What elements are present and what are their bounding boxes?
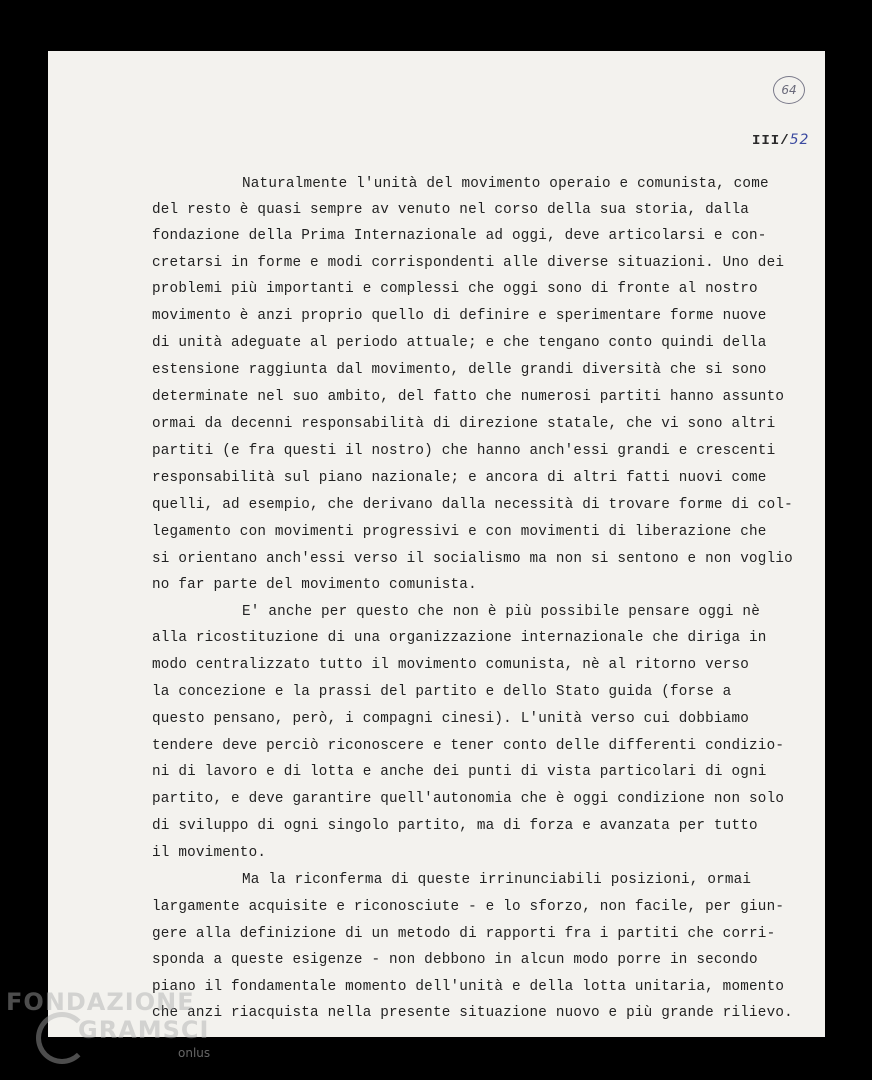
text-line: movimento è anzi proprio quello di definire e sperimentare forme nuove: [152, 308, 767, 324]
text-line: Ma la riconferma di queste irrinunciabili posizioni, ormai: [242, 872, 752, 888]
text-line: sponda a queste esigenze - non debbono in alcun modo porre in secondo: [152, 952, 758, 968]
text-line: piano il fondamentale momento dell'unità e della lotta unitaria, momento: [152, 979, 785, 995]
text-line: responsabilità sul piano nazionale; e ancora di altri fatti nuovi come: [152, 470, 767, 486]
text-line: partito, e deve garantire quell'autonomia che è oggi condizione non solo: [152, 791, 785, 807]
text-line: estensione raggiunta dal movimento, delle grandi diversità che si sono: [152, 362, 767, 378]
page-reference-typed: III/: [752, 133, 790, 149]
page-reference: [752, 132, 809, 149]
text-line: Naturalmente l'unità del movimento operaio e comunista, come: [242, 176, 769, 192]
text-line: ormai da decenni responsabilità di direzione statale, che vi sono altri: [152, 416, 776, 432]
text-line: di sviluppo di ogni singolo partito, ma di forza e avanzata per tutto: [152, 818, 758, 834]
watermark-logo-line2: GRAMSCI: [78, 1016, 210, 1044]
text-line: questo pensano, però, i compagni cinesi). L'unità verso cui dobbiamo: [152, 711, 750, 727]
text-line: che anzi riacquista nella presente situazione nuovo e più grande rilievo.: [152, 1005, 793, 1021]
text-line: il movimento.: [152, 845, 267, 861]
text-line: legamento con movimenti progressivi e con movimenti di liberazione che: [152, 524, 767, 540]
text-line: di unità adeguate al periodo attuale; e che tengano conto quindi della: [152, 335, 767, 351]
archive-page-number: 64: [773, 76, 805, 104]
text-line: si orientano anch'essi verso il socialismo ma non si sentono e non voglio: [152, 551, 793, 567]
text-line: no far parte del movimento comunista.: [152, 577, 477, 593]
text-line: del resto è quasi sempre av venuto nel corso della sua storia, dalla: [152, 202, 750, 218]
text-line: determinate nel suo ambito, del fatto che numerosi partiti hanno assunto: [152, 389, 785, 405]
text-line: E' anche per questo che non è più possibile pensare oggi nè: [242, 604, 760, 620]
text-line: alla ricostituzione di una organizzazione internazionale che diriga in: [152, 630, 767, 646]
text-line: fondazione della Prima Internazionale ad oggi, deve articolarsi e con-: [152, 228, 767, 244]
text-line: quelli, ad esempio, che derivano dalla necessità di trovare forme di col-: [152, 497, 793, 513]
text-line: ni di lavoro e di lotta e anche dei punti di vista particolari di ogni: [152, 764, 767, 780]
text-line: partiti (e fra questi il nostro) che hanno anch'essi grandi e crescenti: [152, 443, 776, 459]
text-line: gere alla definizione di un metodo di rapporti fra i partiti che corri-: [152, 926, 776, 942]
watermark-suffix: onlus: [178, 1046, 211, 1060]
text-line: la concezione e la prassi del partito e dello Stato guida (forse a: [152, 684, 732, 700]
text-line: problemi più importanti e complessi che oggi sono di fronte al nostro: [152, 281, 758, 297]
text-line: cretarsi in forme e modi corrispondenti alle diverse situazioni. Uno dei: [152, 255, 785, 271]
page-reference-handwritten: 52: [789, 132, 810, 148]
document-page: [48, 51, 825, 1037]
text-line: tendere deve perciò riconoscere e tener conto delle differenti condizio-: [152, 738, 785, 754]
watermark-logo-line1: FONDAZIONE: [6, 988, 195, 1016]
text-line: largamente acquisite e riconosciute - e lo sforzo, non facile, per giun-: [152, 899, 785, 915]
text-line: modo centralizzato tutto il movimento comunista, nè al ritorno verso: [152, 657, 750, 673]
